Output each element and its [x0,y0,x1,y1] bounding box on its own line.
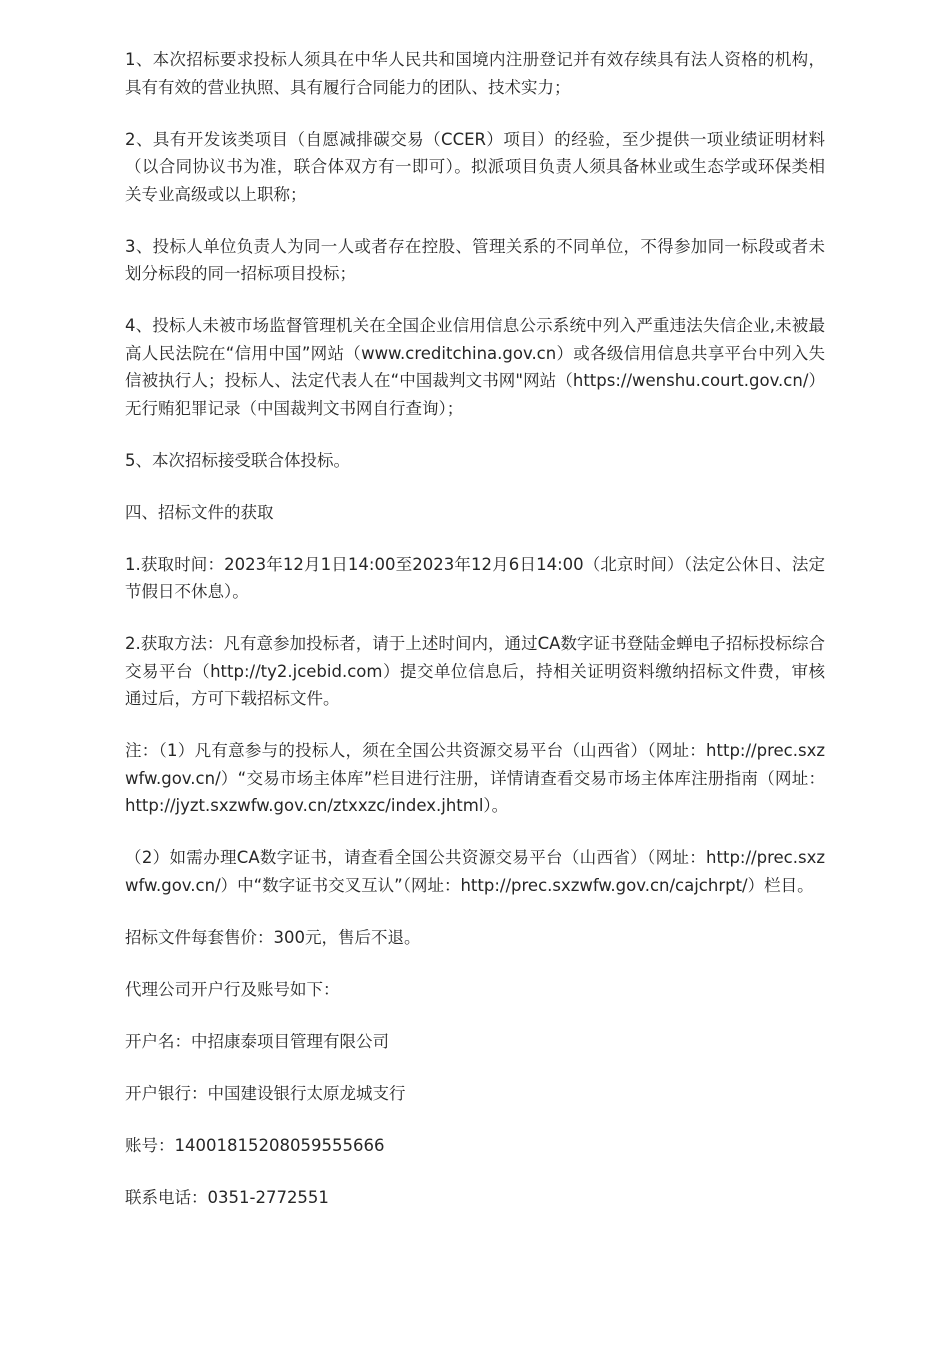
paragraph-note-2: （2）如需办理CA数字证书，请查看全国公共资源交易平台（山西省）（网址：http://prec.sxzwfw.gov.cn/）中“数字证书交叉互认”（网址：http://prec.sxzwfw.gov.cn/cajchrpt/）栏目。 [125,848,825,895]
paragraph-requirement-5: 5、本次招标接受联合体投标。 [125,450,350,470]
paragraph-requirement-3: 3、投标人单位负责人为同一人或者存在控股、管理关系的不同单位，不得参加同一标段或者未划分标段的同一招标项目投标； [125,236,825,283]
paragraph-acquisition-time: 1.获取时间：2023年12月1日14:00至2023年12月6日14:00（北京时间）（法定公休日、法定节假日不休息）。 [125,554,825,601]
paragraph-requirement-4: 4、投标人未被市场监督管理机关在全国企业信用信息公示系统中列入严重违法失信企业,未被最高人民法院在“信用中国”网站（www.creditchina.gov.cn）或各级信用信息共享平台中列入失信被执行人；投标人、法定代表人在“中国裁判文书网"网站（https://wenshu.court.gov.cn/）无行贿犯罪记录（中国裁判文书网自行查询）； [125,316,825,418]
document-body [125,46,825,1236]
paragraph-account-name: 开户名：中招康泰项目管理有限公司 [125,1031,389,1051]
paragraph-note-1: 注：（1）凡有意参与的投标人，须在全国公共资源交易平台（山西省）（网址：http://prec.sxzwfw.gov.cn/）“交易市场主体库”栏目进行注册，详情请查看交易市场主体库注册指南（网址：http://jyzt.sxzwfw.gov.cn/ztxxzc/index.jhtml）。 [125,741,825,815]
paragraph-account-number: 账号：14001815208059555666 [125,1135,385,1155]
paragraph-bank-intro: 代理公司开户行及账号如下： [125,979,340,999]
paragraph-contact-phone: 联系电话：0351-2772551 [125,1187,329,1207]
paragraph-requirement-1: 1、本次招标要求投标人须具在中华人民共和国境内注册登记并有效存续具有法人资格的机构，具有有效的营业执照、具有履行合同能力的团队、技术实力； [125,50,825,97]
section-heading-documents: 四、招标文件的获取 [125,502,274,522]
paragraph-price: 招标文件每套售价：300元，售后不退。 [125,927,421,947]
paragraph-bank-name: 开户银行：中国建设银行太原龙城支行 [125,1083,406,1103]
paragraph-acquisition-method: 2.获取方法：凡有意参加投标者，请于上述时间内，通过CA数字证书登陆金蝉电子招标投标综合交易平台（http://ty2.jcebid.com）提交单位信息后，持相关证明资料缴纳招标文件费，审核通过后，方可下载招标文件。 [125,634,825,708]
paragraph-requirement-2: 2、具有开发该类项目（自愿减排碳交易（CCER）项目）的经验，至少提供一项业绩证明材料（以合同协议书为准，联合体双方有一即可）。拟派项目负责人须具备林业或生态学或环保类相关专业高级或以上职称； [125,129,825,204]
